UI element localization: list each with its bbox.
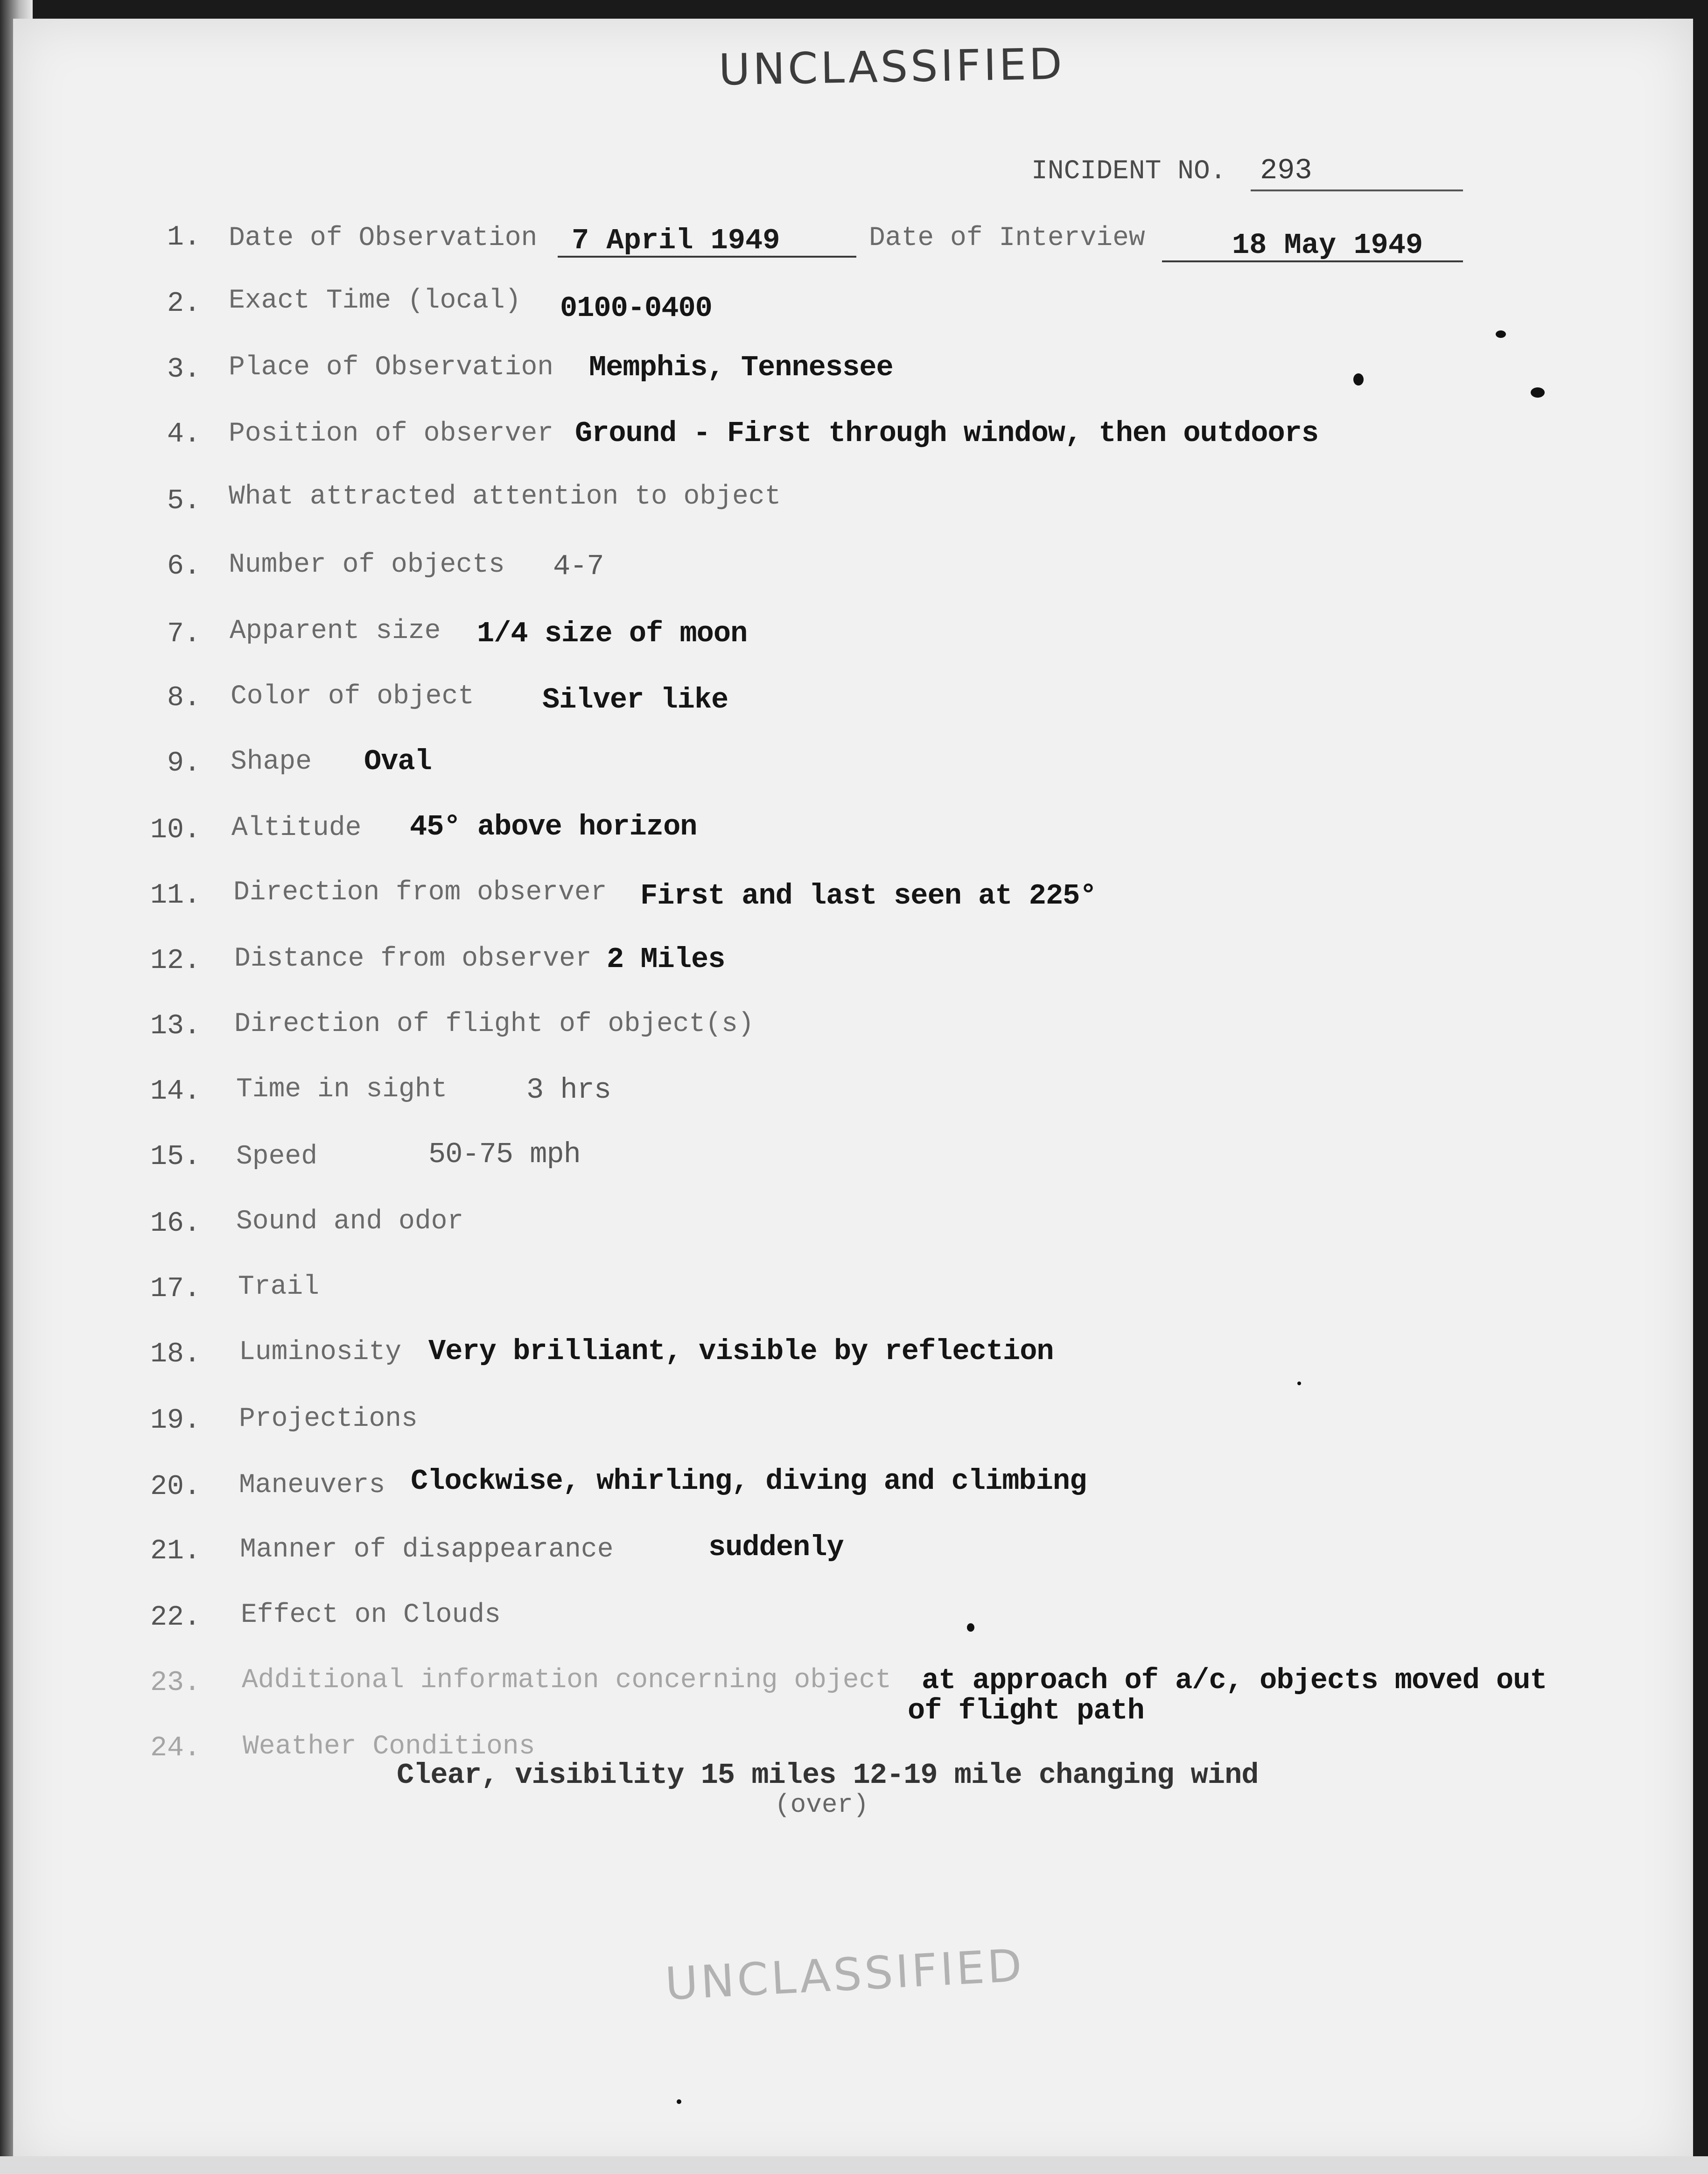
item-number: 4. bbox=[167, 419, 201, 450]
item-number: 23. bbox=[150, 1667, 201, 1699]
weather-value: Clear, visibility 15 miles 12-19 mile changing wind bbox=[397, 1759, 1259, 1792]
ink-speck bbox=[677, 2099, 681, 2104]
place-value: Memphis, Tennessee bbox=[589, 351, 893, 384]
disappearance-value: suddenly bbox=[708, 1531, 844, 1564]
incident-number-label: INCIDENT NO. bbox=[1031, 156, 1226, 187]
item-label: Luminosity bbox=[239, 1337, 402, 1368]
item-label: Sound and odor bbox=[236, 1206, 464, 1237]
scan-bottom-edge bbox=[0, 2156, 1708, 2174]
item-number: 16. bbox=[150, 1208, 201, 1240]
item-number: 12. bbox=[150, 945, 201, 977]
item-number: 22. bbox=[150, 1602, 201, 1634]
item-number: 24. bbox=[150, 1732, 201, 1764]
color-value: Silver like bbox=[542, 683, 728, 716]
item-label: Speed bbox=[236, 1142, 318, 1172]
ink-speck bbox=[1297, 1382, 1301, 1385]
item-number: 20. bbox=[150, 1471, 201, 1503]
item-label: Manner of disappearance bbox=[240, 1535, 614, 1565]
apparent-size-value: 1/4 size of moon bbox=[477, 617, 748, 650]
item-label: Position of observer bbox=[229, 419, 554, 449]
item-number: 21. bbox=[150, 1536, 201, 1567]
item-label: Place of Observation bbox=[229, 352, 554, 383]
item-label: What attracted attention to object bbox=[229, 482, 781, 512]
date-of-observation-value: 7 April 1949 bbox=[558, 224, 856, 258]
altitude-value: 45° above horizon bbox=[410, 810, 697, 843]
distance-value: 2 Miles bbox=[607, 943, 725, 976]
item-number: 11. bbox=[150, 880, 201, 912]
incident-number-value: 293 bbox=[1251, 154, 1463, 191]
item-number: 5. bbox=[167, 485, 201, 517]
item-label: Exact Time (local) bbox=[229, 286, 521, 316]
item-number: 18. bbox=[150, 1339, 201, 1370]
item-label: Direction from observer bbox=[233, 877, 607, 908]
item-number: 15. bbox=[150, 1141, 201, 1173]
item-number: 10. bbox=[150, 814, 201, 846]
date-of-interview-value: 18 May 1949 bbox=[1162, 229, 1463, 262]
speed-value: 50-75 mph bbox=[428, 1138, 581, 1171]
additional-info-value-cont: of flight path bbox=[908, 1694, 1144, 1727]
ink-speck bbox=[967, 1623, 974, 1632]
item-label: Altitude bbox=[231, 813, 362, 843]
item-label: Weather Conditions bbox=[243, 1732, 535, 1762]
maneuvers-value: Clockwise, whirling, diving and climbing bbox=[411, 1465, 1087, 1498]
item-number: 6. bbox=[167, 551, 201, 582]
item-number: 2. bbox=[167, 288, 201, 320]
item-number: 1. bbox=[167, 222, 201, 253]
direction-value: First and last seen at 225° bbox=[640, 879, 1097, 912]
ink-speck bbox=[1353, 373, 1364, 386]
item-label: Apparent size bbox=[230, 616, 441, 646]
item-number: 13. bbox=[150, 1010, 201, 1042]
additional-info-value: at approach of a/c, objects moved out bbox=[922, 1664, 1547, 1697]
footer-note: (over) bbox=[775, 1790, 869, 1820]
item-number: 8. bbox=[167, 682, 201, 714]
item-label: Distance from observer bbox=[234, 944, 592, 974]
item-number: 14. bbox=[150, 1076, 201, 1108]
classification-stamp-top: UNCLASSIFIED bbox=[718, 39, 1065, 95]
item-label: Number of objects bbox=[229, 550, 505, 580]
item-number: 3. bbox=[167, 354, 201, 386]
item-number: 9. bbox=[167, 748, 201, 779]
exact-time-value: 0100-0400 bbox=[560, 292, 712, 325]
shape-value: Oval bbox=[364, 745, 432, 778]
item-label: Color of object bbox=[231, 681, 475, 712]
item-label: Time in sight bbox=[236, 1074, 448, 1105]
item-label: Shape bbox=[231, 747, 312, 777]
item-label: Direction of flight of object(s) bbox=[234, 1009, 754, 1039]
time-in-sight-value: 3 hrs bbox=[526, 1073, 611, 1107]
item-number: 19. bbox=[150, 1405, 201, 1437]
number-of-objects-value: 4-7 bbox=[553, 550, 604, 583]
item-label: Projections bbox=[239, 1404, 418, 1434]
item-number: 7. bbox=[167, 618, 201, 650]
item-label: Maneuvers bbox=[239, 1470, 385, 1501]
ink-speck bbox=[1496, 330, 1506, 338]
luminosity-value: Very brilliant, visible by reflection bbox=[428, 1335, 1054, 1368]
date-of-interview-label: Date of Interview bbox=[869, 223, 1145, 253]
item-label: Trail bbox=[238, 1272, 320, 1302]
ink-speck bbox=[1531, 387, 1545, 398]
item-number: 17. bbox=[150, 1273, 201, 1305]
position-value: Ground - First through window, then outdoors bbox=[575, 417, 1319, 450]
item-label: Additional information concerning object bbox=[242, 1665, 892, 1696]
classification-stamp-bottom: UNCLASSIFIED bbox=[664, 1939, 1026, 2011]
item-label: Date of Observation bbox=[229, 223, 538, 253]
item-label: Effect on Clouds bbox=[241, 1600, 501, 1630]
